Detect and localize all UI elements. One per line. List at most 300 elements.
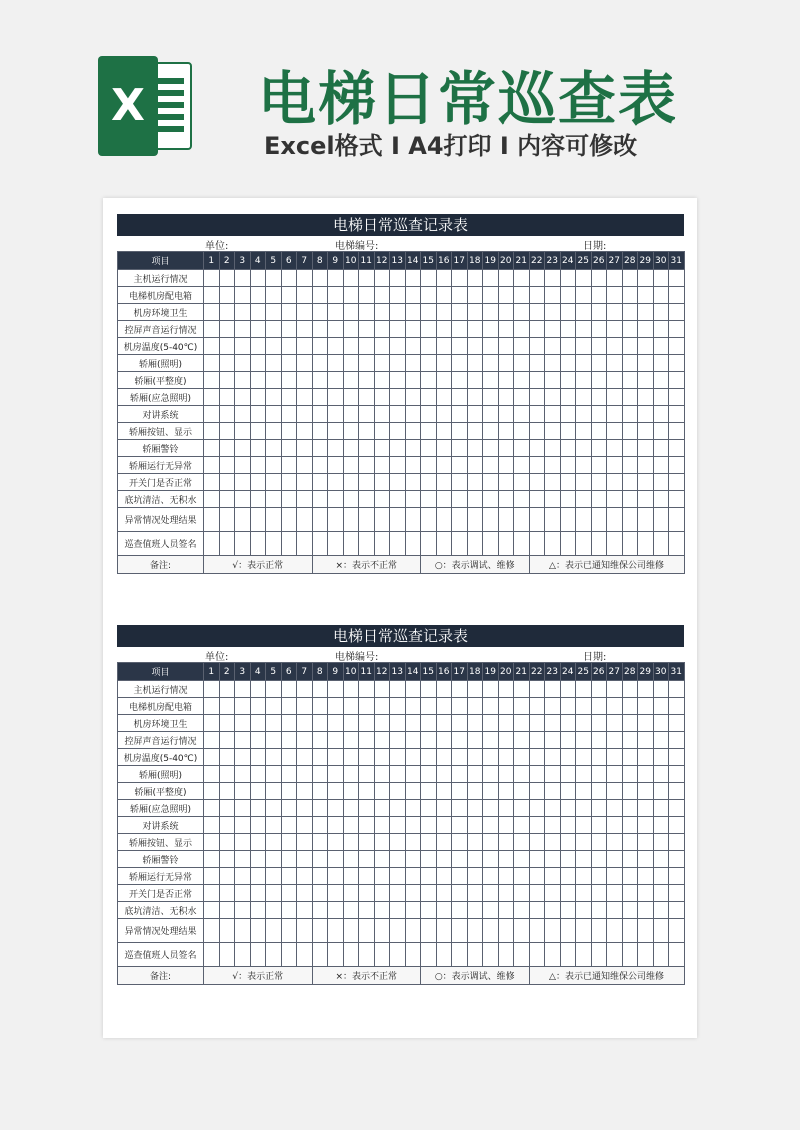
check-cell[interactable] [250,732,266,749]
check-cell[interactable] [483,372,499,389]
check-cell[interactable] [390,943,406,967]
check-cell[interactable] [452,287,468,304]
check-cell[interactable] [591,338,607,355]
check-cell[interactable] [452,783,468,800]
check-cell[interactable] [638,457,654,474]
check-cell[interactable] [529,902,545,919]
check-cell[interactable] [669,902,685,919]
check-cell[interactable] [638,766,654,783]
check-cell[interactable] [669,406,685,423]
check-cell[interactable] [374,943,390,967]
check-cell[interactable] [297,783,313,800]
check-cell[interactable] [436,491,452,508]
check-cell[interactable] [374,868,390,885]
check-cell[interactable] [467,902,483,919]
check-cell[interactable] [281,732,297,749]
check-cell[interactable] [622,783,638,800]
check-cell[interactable] [529,800,545,817]
check-cell[interactable] [374,508,390,532]
check-cell[interactable] [653,389,669,406]
check-cell[interactable] [390,355,406,372]
check-cell[interactable] [266,885,282,902]
check-cell[interactable] [560,532,576,556]
check-cell[interactable] [312,800,328,817]
check-cell[interactable] [529,715,545,732]
check-cell[interactable] [514,270,530,287]
check-cell[interactable] [421,355,437,372]
check-cell[interactable] [607,406,623,423]
check-cell[interactable] [235,491,251,508]
check-cell[interactable] [514,474,530,491]
check-cell[interactable] [421,304,437,321]
check-cell[interactable] [483,270,499,287]
check-cell[interactable] [390,783,406,800]
check-cell[interactable] [560,800,576,817]
check-cell[interactable] [483,304,499,321]
check-cell[interactable] [297,287,313,304]
check-cell[interactable] [452,491,468,508]
check-cell[interactable] [359,440,375,457]
check-cell[interactable] [545,389,561,406]
check-cell[interactable] [405,491,421,508]
check-cell[interactable] [669,372,685,389]
check-cell[interactable] [545,508,561,532]
check-cell[interactable] [653,715,669,732]
check-cell[interactable] [638,406,654,423]
check-cell[interactable] [638,902,654,919]
check-cell[interactable] [576,919,592,943]
check-cell[interactable] [483,919,499,943]
check-cell[interactable] [390,681,406,698]
check-cell[interactable] [591,919,607,943]
check-cell[interactable] [560,372,576,389]
check-cell[interactable] [312,943,328,967]
check-cell[interactable] [576,902,592,919]
check-cell[interactable] [669,355,685,372]
check-cell[interactable] [281,321,297,338]
check-cell[interactable] [545,919,561,943]
check-cell[interactable] [312,304,328,321]
check-cell[interactable] [436,766,452,783]
check-cell[interactable] [266,440,282,457]
check-cell[interactable] [436,885,452,902]
check-cell[interactable] [622,287,638,304]
check-cell[interactable] [653,834,669,851]
check-cell[interactable] [638,474,654,491]
check-cell[interactable] [467,919,483,943]
check-cell[interactable] [483,321,499,338]
check-cell[interactable] [560,919,576,943]
check-cell[interactable] [250,715,266,732]
check-cell[interactable] [328,943,344,967]
check-cell[interactable] [576,474,592,491]
check-cell[interactable] [638,423,654,440]
check-cell[interactable] [405,457,421,474]
check-cell[interactable] [405,766,421,783]
check-cell[interactable] [467,732,483,749]
check-cell[interactable] [219,749,235,766]
check-cell[interactable] [390,885,406,902]
check-cell[interactable] [653,749,669,766]
check-cell[interactable] [467,355,483,372]
check-cell[interactable] [436,943,452,967]
check-cell[interactable] [452,406,468,423]
check-cell[interactable] [638,372,654,389]
check-cell[interactable] [622,457,638,474]
check-cell[interactable] [359,919,375,943]
check-cell[interactable] [483,287,499,304]
check-cell[interactable] [529,338,545,355]
check-cell[interactable] [591,423,607,440]
check-cell[interactable] [359,885,375,902]
check-cell[interactable] [622,304,638,321]
check-cell[interactable] [638,919,654,943]
check-cell[interactable] [653,287,669,304]
check-cell[interactable] [622,868,638,885]
check-cell[interactable] [514,681,530,698]
check-cell[interactable] [328,491,344,508]
check-cell[interactable] [390,321,406,338]
check-cell[interactable] [374,532,390,556]
check-cell[interactable] [560,834,576,851]
check-cell[interactable] [591,287,607,304]
check-cell[interactable] [638,491,654,508]
check-cell[interactable] [312,749,328,766]
check-cell[interactable] [653,423,669,440]
check-cell[interactable] [219,766,235,783]
check-cell[interactable] [622,732,638,749]
check-cell[interactable] [405,943,421,967]
check-cell[interactable] [219,681,235,698]
check-cell[interactable] [498,287,514,304]
check-cell[interactable] [622,270,638,287]
check-cell[interactable] [560,698,576,715]
check-cell[interactable] [297,457,313,474]
check-cell[interactable] [591,715,607,732]
check-cell[interactable] [266,457,282,474]
check-cell[interactable] [421,338,437,355]
check-cell[interactable] [514,287,530,304]
check-cell[interactable] [638,338,654,355]
check-cell[interactable] [266,943,282,967]
check-cell[interactable] [359,800,375,817]
check-cell[interactable] [529,423,545,440]
check-cell[interactable] [219,270,235,287]
check-cell[interactable] [467,834,483,851]
check-cell[interactable] [498,834,514,851]
check-cell[interactable] [436,389,452,406]
check-cell[interactable] [390,698,406,715]
check-cell[interactable] [452,372,468,389]
check-cell[interactable] [235,287,251,304]
check-cell[interactable] [576,817,592,834]
check-cell[interactable] [281,681,297,698]
check-cell[interactable] [390,834,406,851]
check-cell[interactable] [622,474,638,491]
check-cell[interactable] [281,817,297,834]
check-cell[interactable] [250,943,266,967]
check-cell[interactable] [405,902,421,919]
check-cell[interactable] [622,851,638,868]
check-cell[interactable] [669,851,685,868]
check-cell[interactable] [560,885,576,902]
check-cell[interactable] [328,355,344,372]
check-cell[interactable] [514,372,530,389]
check-cell[interactable] [359,851,375,868]
check-cell[interactable] [514,919,530,943]
check-cell[interactable] [312,406,328,423]
check-cell[interactable] [483,902,499,919]
check-cell[interactable] [359,817,375,834]
check-cell[interactable] [374,423,390,440]
check-cell[interactable] [235,457,251,474]
check-cell[interactable] [467,868,483,885]
check-cell[interactable] [452,681,468,698]
check-cell[interactable] [281,715,297,732]
check-cell[interactable] [359,338,375,355]
check-cell[interactable] [653,474,669,491]
check-cell[interactable] [653,766,669,783]
check-cell[interactable] [467,800,483,817]
check-cell[interactable] [204,338,220,355]
check-cell[interactable] [638,817,654,834]
check-cell[interactable] [498,783,514,800]
check-cell[interactable] [452,715,468,732]
check-cell[interactable] [529,440,545,457]
check-cell[interactable] [607,943,623,967]
check-cell[interactable] [591,783,607,800]
check-cell[interactable] [328,389,344,406]
check-cell[interactable] [328,508,344,532]
check-cell[interactable] [421,321,437,338]
check-cell[interactable] [529,681,545,698]
check-cell[interactable] [560,389,576,406]
check-cell[interactable] [343,287,359,304]
check-cell[interactable] [328,321,344,338]
check-cell[interactable] [498,732,514,749]
check-cell[interactable] [421,287,437,304]
check-cell[interactable] [219,287,235,304]
check-cell[interactable] [607,681,623,698]
check-cell[interactable] [545,715,561,732]
check-cell[interactable] [545,355,561,372]
check-cell[interactable] [576,423,592,440]
check-cell[interactable] [281,423,297,440]
check-cell[interactable] [638,304,654,321]
check-cell[interactable] [653,902,669,919]
check-cell[interactable] [452,766,468,783]
check-cell[interactable] [545,406,561,423]
check-cell[interactable] [653,919,669,943]
check-cell[interactable] [343,698,359,715]
check-cell[interactable] [204,919,220,943]
check-cell[interactable] [514,817,530,834]
check-cell[interactable] [297,440,313,457]
check-cell[interactable] [235,355,251,372]
check-cell[interactable] [591,868,607,885]
check-cell[interactable] [281,457,297,474]
check-cell[interactable] [514,868,530,885]
check-cell[interactable] [250,902,266,919]
check-cell[interactable] [328,681,344,698]
check-cell[interactable] [607,491,623,508]
check-cell[interactable] [312,732,328,749]
check-cell[interactable] [359,783,375,800]
check-cell[interactable] [638,783,654,800]
check-cell[interactable] [359,868,375,885]
check-cell[interactable] [560,287,576,304]
check-cell[interactable] [467,508,483,532]
check-cell[interactable] [436,851,452,868]
check-cell[interactable] [405,355,421,372]
check-cell[interactable] [250,851,266,868]
check-cell[interactable] [622,406,638,423]
check-cell[interactable] [576,851,592,868]
check-cell[interactable] [343,474,359,491]
check-cell[interactable] [514,440,530,457]
check-cell[interactable] [235,851,251,868]
check-cell[interactable] [669,287,685,304]
check-cell[interactable] [204,372,220,389]
check-cell[interactable] [545,783,561,800]
check-cell[interactable] [312,508,328,532]
check-cell[interactable] [483,406,499,423]
check-cell[interactable] [219,902,235,919]
check-cell[interactable] [390,532,406,556]
check-cell[interactable] [421,457,437,474]
check-cell[interactable] [343,423,359,440]
check-cell[interactable] [622,834,638,851]
check-cell[interactable] [436,508,452,532]
check-cell[interactable] [421,423,437,440]
check-cell[interactable] [297,919,313,943]
check-cell[interactable] [250,321,266,338]
check-cell[interactable] [467,851,483,868]
check-cell[interactable] [498,851,514,868]
check-cell[interactable] [250,338,266,355]
check-cell[interactable] [374,389,390,406]
check-cell[interactable] [498,800,514,817]
check-cell[interactable] [545,423,561,440]
check-cell[interactable] [235,389,251,406]
check-cell[interactable] [312,885,328,902]
check-cell[interactable] [622,902,638,919]
check-cell[interactable] [204,902,220,919]
check-cell[interactable] [607,698,623,715]
check-cell[interactable] [498,406,514,423]
check-cell[interactable] [436,270,452,287]
check-cell[interactable] [297,355,313,372]
check-cell[interactable] [576,457,592,474]
check-cell[interactable] [281,406,297,423]
check-cell[interactable] [591,851,607,868]
check-cell[interactable] [653,491,669,508]
check-cell[interactable] [266,508,282,532]
check-cell[interactable] [498,304,514,321]
check-cell[interactable] [390,766,406,783]
check-cell[interactable] [669,732,685,749]
check-cell[interactable] [204,783,220,800]
check-cell[interactable] [204,800,220,817]
check-cell[interactable] [343,715,359,732]
check-cell[interactable] [669,919,685,943]
check-cell[interactable] [591,800,607,817]
check-cell[interactable] [576,868,592,885]
check-cell[interactable] [467,440,483,457]
check-cell[interactable] [374,800,390,817]
check-cell[interactable] [421,817,437,834]
check-cell[interactable] [235,474,251,491]
check-cell[interactable] [529,885,545,902]
check-cell[interactable] [405,732,421,749]
check-cell[interactable] [204,868,220,885]
check-cell[interactable] [669,868,685,885]
check-cell[interactable] [219,885,235,902]
check-cell[interactable] [405,851,421,868]
check-cell[interactable] [498,715,514,732]
check-cell[interactable] [328,919,344,943]
check-cell[interactable] [452,321,468,338]
check-cell[interactable] [622,766,638,783]
check-cell[interactable] [607,321,623,338]
check-cell[interactable] [390,508,406,532]
check-cell[interactable] [328,817,344,834]
check-cell[interactable] [591,304,607,321]
check-cell[interactable] [281,902,297,919]
check-cell[interactable] [653,508,669,532]
check-cell[interactable] [281,783,297,800]
check-cell[interactable] [622,338,638,355]
check-cell[interactable] [545,287,561,304]
check-cell[interactable] [390,270,406,287]
check-cell[interactable] [514,732,530,749]
check-cell[interactable] [297,304,313,321]
check-cell[interactable] [235,902,251,919]
check-cell[interactable] [219,406,235,423]
check-cell[interactable] [622,919,638,943]
check-cell[interactable] [483,851,499,868]
check-cell[interactable] [653,800,669,817]
check-cell[interactable] [328,800,344,817]
check-cell[interactable] [545,304,561,321]
check-cell[interactable] [436,783,452,800]
check-cell[interactable] [529,868,545,885]
check-cell[interactable] [204,423,220,440]
check-cell[interactable] [560,902,576,919]
check-cell[interactable] [343,732,359,749]
check-cell[interactable] [529,372,545,389]
check-cell[interactable] [498,440,514,457]
check-cell[interactable] [483,766,499,783]
check-cell[interactable] [529,919,545,943]
check-cell[interactable] [343,783,359,800]
check-cell[interactable] [545,321,561,338]
check-cell[interactable] [235,766,251,783]
check-cell[interactable] [266,491,282,508]
check-cell[interactable] [312,698,328,715]
check-cell[interactable] [374,270,390,287]
check-cell[interactable] [529,732,545,749]
check-cell[interactable] [529,749,545,766]
check-cell[interactable] [591,885,607,902]
check-cell[interactable] [359,715,375,732]
check-cell[interactable] [529,698,545,715]
check-cell[interactable] [343,321,359,338]
check-cell[interactable] [343,868,359,885]
check-cell[interactable] [607,508,623,532]
check-cell[interactable] [374,491,390,508]
check-cell[interactable] [328,851,344,868]
